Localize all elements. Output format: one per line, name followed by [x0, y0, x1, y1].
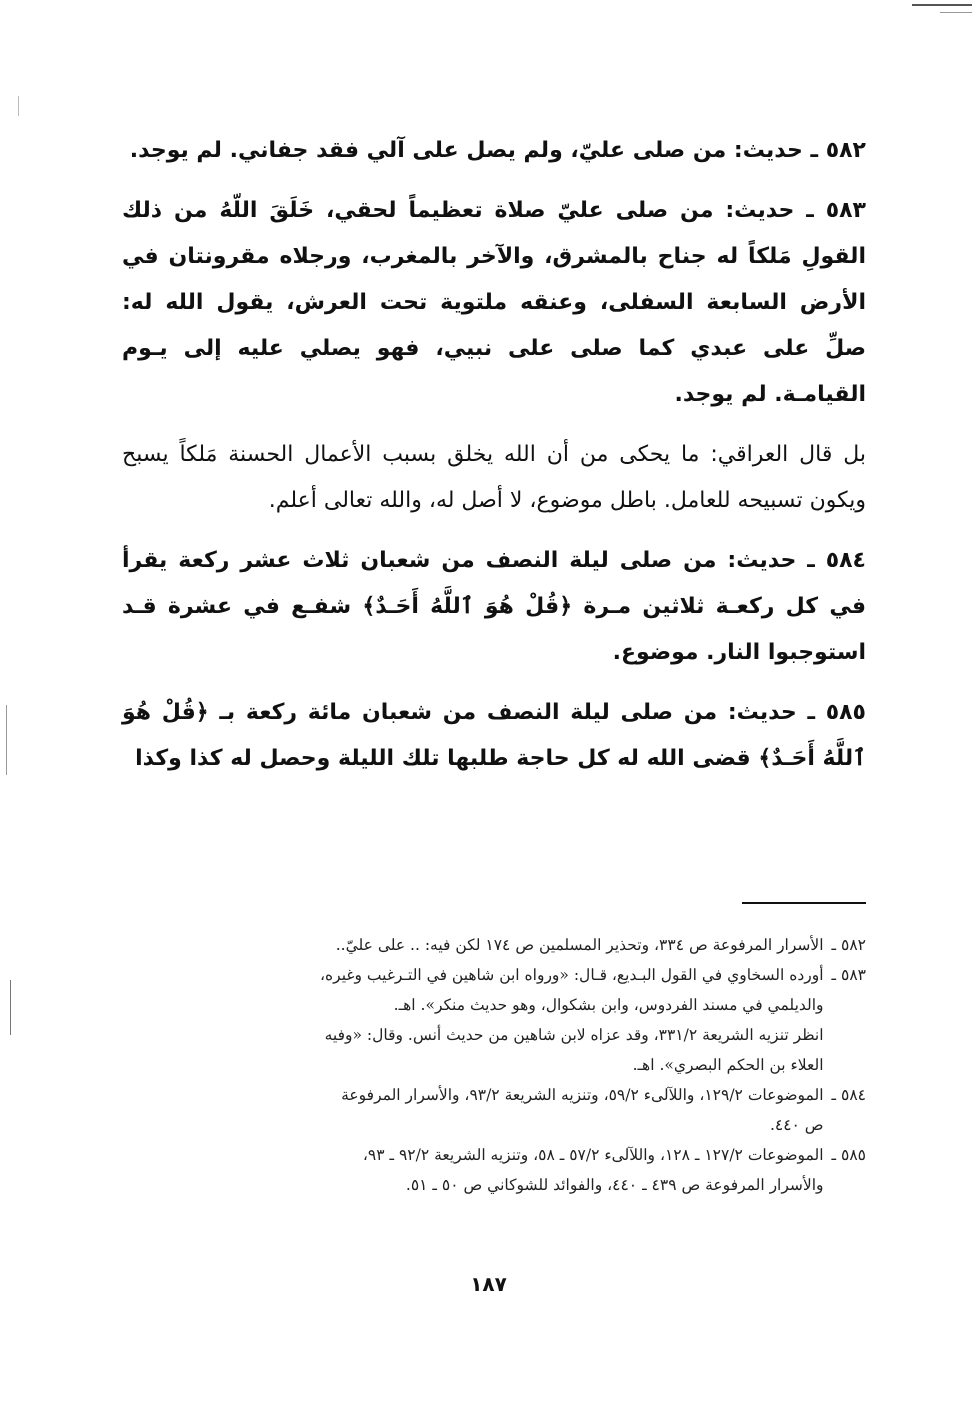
scan-artifact-top-line-short	[940, 12, 972, 13]
footnotes	[122, 930, 866, 1200]
footnote-583	[122, 960, 866, 1080]
footnote-584	[122, 1080, 866, 1140]
hadith-paragraph-584	[122, 538, 866, 676]
footnote-line: الموضوعات ١٢٩/٢، واللآلىء ٥٩/٢، وتنزيه الشريعة ٩٣/٢، والأسرار المرفوعة	[341, 1086, 824, 1104]
hadith-paragraph-585	[122, 690, 866, 782]
hadith-text: حديث: من صلى ليلة النصف من شعبان ثلاث عشر ركعة يقرأ في كل ركعـة ثلاثين مـرة ﴿قُلْ هُوَ ٱللَّهُ أَحَـدٌ﴾ شفـع في عشرة قـد استوجبوا النار. موضوع.	[122, 548, 866, 665]
footnote-line: العلاء بن الحكم البصري». اهـ.	[632, 1056, 824, 1074]
hadith-number: ٥٨٥ ـ	[807, 700, 866, 725]
hadith-text: حديث: من صلى عليّ صلاة تعظيماً لحقي، خَلَقَ اللّهُ من ذلك القولِ مَلكاً له جناح بالمشرق، والآخر بالمغرب، ورجلاه مقرونتان في الأرض السابعة السفلى، وعنقه ملتوية تحت العرش، يقول الله له: صلِّ على عبدي كما صلى على نبيي، فهو يصلي عليه إلى يـوم القيامـة. لم يوجد.	[122, 198, 866, 407]
hadith-paragraph-583	[122, 188, 866, 418]
footnote-582	[122, 930, 866, 960]
commentary-paragraph	[122, 432, 866, 524]
scan-artifact-left-mark	[10, 980, 11, 1035]
footnote-separator	[742, 902, 866, 904]
footnote-line: انظر تنزيه الشريعة ٣٣١/٢، وقد عزاه لابن شاهين من حديث أنس. وقال: «وفيه	[324, 1026, 824, 1044]
hadith-number: ٥٨٣ ـ	[806, 198, 866, 223]
footnote-line: الأسرار المرفوعة ص ٣٣٤، وتحذير المسلمين ص ١٧٤ لكن فيه: .. على عليّ..	[335, 936, 824, 954]
footnote-line: الموضوعات ١٢٧/٢ ـ ١٢٨، واللآلىء ٥٧/٢ ـ ٥٨، وتنزيه الشريعة ٩٢/٢ ـ ٩٣،	[362, 1146, 824, 1164]
footnote-number: ٥٨٤ ـ	[831, 1086, 866, 1104]
page-number: ١٨٧	[470, 1272, 507, 1296]
footnote-line: والديلمي في مسند الفردوس، وابن بشكوال، وهو حديث منكر». اهـ.	[393, 996, 824, 1014]
footnote-line: والأسرار المرفوعة ص ٤٣٩ ـ ٤٤٠، والفوائد للشوكاني ص ٥٠ ـ ٥١.	[405, 1176, 824, 1194]
main-text	[122, 128, 866, 796]
hadith-paragraph-582	[122, 128, 866, 174]
footnote-number: ٥٨٢ ـ	[831, 936, 866, 954]
footnote-number: ٥٨٣ ـ	[831, 966, 866, 984]
scan-artifact-left-mark	[6, 705, 7, 775]
footnote-line: أورده السخاوي في القول البـديع، قـال: «ورواه ابن شاهين في التـرغيب وغيره،	[320, 966, 824, 984]
commentary-text: بل قال العراقي: ما يحكى من أن الله يخلق بسبب الأعمال الحسنة مَلكاً يسبح ويكون تسبيحه للعامل. باطل موضوع، لا أصل له، والله تعالى أعلم.	[122, 442, 866, 513]
hadith-text: حديث: من صلى ليلة النصف من شعبان مائة ركعة بـ ﴿قُلْ هُوَ ٱللَّهُ أَحَـدٌ﴾ قضى الله له كل حاجة طلبها تلك الليلة وحصل له كذا وكذا	[122, 700, 866, 771]
hadith-text: حديث: من صلى عليّ، ولم يصل على آلي فقد جفاني. لم يوجد.	[129, 138, 803, 163]
footnote-number: ٥٨٥ ـ	[831, 1146, 866, 1164]
scan-artifact-top-line	[912, 4, 972, 6]
hadith-number: ٥٨٢ ـ	[810, 138, 866, 163]
footnote-line: ص ٤٤٠.	[769, 1116, 824, 1134]
hadith-number: ٥٨٤ ـ	[807, 548, 866, 573]
footnote-585	[122, 1140, 866, 1200]
scan-artifact-left-mark	[18, 96, 19, 116]
